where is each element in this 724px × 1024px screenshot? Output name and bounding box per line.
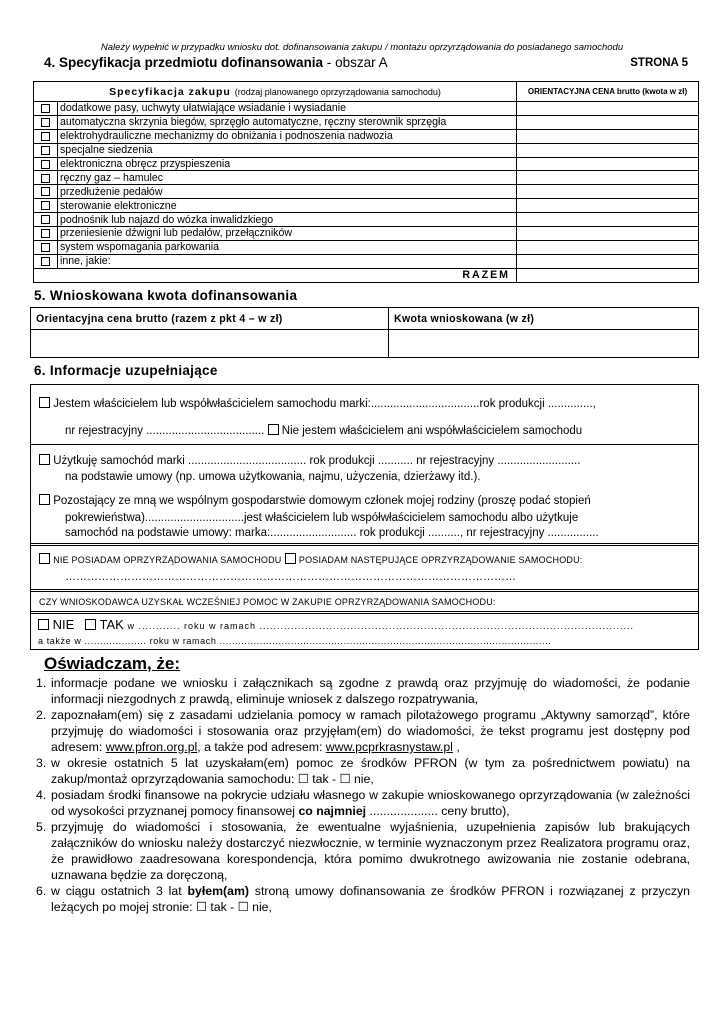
spec-total-field[interactable] bbox=[517, 268, 699, 282]
declaration-number: 6. bbox=[36, 884, 47, 898]
spec-item-checkbox[interactable] bbox=[41, 174, 50, 183]
pcpr-link[interactable]: www.pcprkrasnystaw.pl bbox=[325, 740, 453, 754]
spec-item-checkbox[interactable] bbox=[41, 229, 50, 238]
spec-item-label: elektrohydrauliczne mechanizmy do obniżania i podnoszenia nadwozia bbox=[58, 129, 517, 143]
spec-item-label: specjalne siedzenia bbox=[58, 143, 517, 157]
spec-col1-subtitle: (rodzaj planowanego oprzyrządowania samochodu) bbox=[234, 86, 441, 97]
spec-col2-header: ORIENTACYJNA CENA brutto (kwota w zł) bbox=[517, 82, 699, 102]
spec-item-row bbox=[34, 254, 699, 268]
family-line-3: samochód na podstawie umowy: marka:........................... rok produkcji .........., nr rejestracyjny ................ bbox=[65, 527, 599, 539]
spec-item-price-field[interactable] bbox=[517, 240, 699, 254]
previous-help-no-checkbox[interactable] bbox=[38, 619, 49, 630]
spec-item-label: system wspomagania parkowania bbox=[58, 240, 517, 254]
divider bbox=[31, 589, 698, 592]
spec-item-checkbox[interactable] bbox=[41, 201, 50, 210]
spec-item-row bbox=[34, 115, 699, 129]
declaration-text: przyjmuję do wiadomości i stosowania, że ewentualne wyjaśnienia, uzupełnienia zapisów lub brakujących załączników do wniosku należy dostarczyć niezwłocznie, w terminie wyznaczonym przez Realizatora programu oraz, że prawidłowo zaadresowana korespondencja, która pomimo dwukrotnego awizowania nie zostanie odebrana, uznawana będzie za doręczoną, bbox=[51, 820, 690, 882]
declaration-text: zapoznałam(em) się z zasadami udzielania pomocy w ramach pilotażowego programu „Aktywny samorząd”, które przyjmuję do wiadomości i stosowania oraz przyjęłam(em) do wiadomości, że tekst programu jest dostępny pod adresem: bbox=[51, 708, 690, 754]
user-checkbox[interactable] bbox=[39, 454, 50, 465]
spec-col1-title: Specyfikacja zakupu bbox=[109, 85, 231, 98]
spec-item-cell bbox=[34, 185, 58, 199]
family-line-2: pokrewieństwa)...............................jest właścicielem lub współwłaścicielem samochodu albo użytkuje bbox=[65, 512, 579, 524]
section4-subtitle: - obszar A bbox=[323, 55, 388, 70]
spec-item-cell bbox=[34, 102, 58, 116]
previous-help-no-label: NIE bbox=[52, 617, 75, 632]
declaration-number: 2. bbox=[36, 708, 47, 722]
instruction-note: Należy wypełnić w przypadku wniosku dot. dofinansowania zakupu / montażu oprzyrządowania do posiadanego samochodu bbox=[100, 42, 624, 53]
spec-item-price-field[interactable] bbox=[517, 102, 699, 116]
user-line-2: na podstawie umowy (np. umowa użytkowania, najmu, użyczenia, dzierżawy itd.). bbox=[65, 471, 481, 483]
spec-item-cell bbox=[34, 227, 58, 241]
spec-item-price-field[interactable] bbox=[517, 254, 699, 268]
no-equipment-checkbox[interactable] bbox=[39, 553, 50, 564]
declaration-number: 1. bbox=[36, 676, 47, 690]
spec-item-label: sterowanie elektroniczne bbox=[58, 199, 517, 213]
declaration-text: posiadam środki finansowe na pokrycie udziału własnego w zakupie wnioskowanego oprzyrządowania (w zależności od wysokości przyznanej pomocy finansowej bbox=[51, 788, 690, 818]
spec-item-cell bbox=[34, 129, 58, 143]
divider bbox=[31, 611, 698, 614]
spec-item-price-field[interactable] bbox=[517, 129, 699, 143]
declaration-item-2 bbox=[36, 707, 690, 755]
section5-title: 5. Wnioskowana kwota dofinansowania bbox=[34, 288, 298, 303]
spec-item-row bbox=[34, 157, 699, 171]
has-equipment-checkbox[interactable] bbox=[285, 553, 296, 564]
declaration-text: .................... ceny brutto), bbox=[366, 804, 510, 818]
spec-header-row bbox=[34, 82, 699, 102]
spec-item-cell bbox=[34, 115, 58, 129]
spec-item-price-field[interactable] bbox=[517, 213, 699, 227]
spec-item-cell bbox=[34, 213, 58, 227]
spec-item-row bbox=[34, 102, 699, 116]
spec-item-row bbox=[34, 129, 699, 143]
divider bbox=[31, 543, 698, 546]
spec-item-label: inne, jakie: bbox=[58, 254, 517, 268]
section5-col1-header: Orientacyjna cena brutto (razem z pkt 4 – w zł) bbox=[31, 308, 389, 330]
section4-title-text: 4. Specyfikacja przedmiotu dofinansowania bbox=[44, 55, 324, 70]
spec-item-checkbox[interactable] bbox=[41, 146, 50, 155]
spec-item-checkbox[interactable] bbox=[41, 257, 50, 266]
family-member-checkbox[interactable] bbox=[39, 494, 50, 505]
section5-col2-header: Kwota wnioskowana (w zł) bbox=[389, 308, 699, 330]
declaration-text: , bbox=[452, 740, 460, 754]
section5-value-row bbox=[31, 330, 699, 358]
spec-item-checkbox[interactable] bbox=[41, 132, 50, 141]
spec-item-label: przeniesienie dźwigni lub pedałów, przełączników bbox=[58, 227, 517, 241]
declaration-number: 4. bbox=[36, 788, 47, 802]
declaration-item-1 bbox=[36, 675, 690, 707]
declaration-list bbox=[36, 675, 690, 915]
spec-item-row bbox=[34, 199, 699, 213]
spec-item-label: przedłużenie pedałów bbox=[58, 185, 517, 199]
spec-item-checkbox[interactable] bbox=[41, 187, 50, 196]
spec-item-price-field[interactable] bbox=[517, 115, 699, 129]
page-label: STRONA 5 bbox=[630, 57, 688, 69]
declaration-bold: co najmniej bbox=[298, 804, 367, 818]
declaration-number: 3. bbox=[36, 756, 47, 770]
spec-item-price-field[interactable] bbox=[517, 157, 699, 171]
section6-box bbox=[30, 384, 699, 650]
orientacyjna-cena-field[interactable] bbox=[31, 330, 389, 358]
spec-item-checkbox[interactable] bbox=[41, 243, 50, 252]
declaration-text: w okresie ostatnich 5 lat uzyskałam(em) pomoc ze środków PFRON (w tym za pośrednictwem powiatu) na zakup/montaż oprzyrządowania samochodu: ☐ tak - ☐ nie, bbox=[51, 756, 690, 786]
previous-help-question: CZY WNIOSKODAWCA UZYSKAŁ WCZEŚNIEJ POMOC W ZAKUPIE OPRZYRZĄDOWANIA SAMOCHODU: bbox=[39, 597, 496, 607]
spec-item-cell bbox=[34, 240, 58, 254]
declaration-number: 5. bbox=[36, 820, 47, 834]
spec-item-label: podnośnik lub najazd do wózka inwalidzkiego bbox=[58, 213, 517, 227]
spec-total-row bbox=[34, 268, 699, 282]
has-equipment-label: POSIADAM NASTĘPUJĄCE OPRZYRZĄDOWANIE SAMOCHODU: bbox=[298, 555, 583, 565]
declaration-item-5 bbox=[36, 819, 690, 883]
spec-item-price-field[interactable] bbox=[517, 143, 699, 157]
declaration-item-4 bbox=[36, 787, 690, 819]
spec-item-checkbox[interactable] bbox=[41, 215, 50, 224]
spec-item-row bbox=[34, 227, 699, 241]
declaration-text: stroną umowy dofinansowania ze środków PFRON i rozwiązanej z przyczyn leżących po mojej stronie: ☐ tak - ☐ nie, bbox=[51, 884, 690, 914]
spec-item-checkbox[interactable] bbox=[41, 104, 50, 113]
section5-header-row bbox=[31, 308, 699, 330]
spec-item-label: automatyczna skrzynia biegów, sprzęgło automatyczne, ręczny sterownik sprzęgła bbox=[58, 115, 517, 129]
spec-item-cell bbox=[34, 199, 58, 213]
specification-table bbox=[33, 81, 699, 283]
no-equipment-label: NIE POSIADAM OPRZYRZĄDOWANIA SAMOCHODU bbox=[53, 555, 282, 565]
section5-table bbox=[30, 307, 699, 358]
spec-item-label: ręczny gaz – hamulec bbox=[58, 171, 517, 185]
declaration-text: , a także pod adresem: bbox=[197, 740, 323, 754]
spec-total-label: RAZEM bbox=[34, 268, 517, 282]
spec-item-cell bbox=[34, 143, 58, 157]
previous-help-yes-label: TAK bbox=[99, 617, 124, 632]
section6-title: 6. Informacje uzupełniające bbox=[34, 363, 218, 378]
declaration-text: informacje podane we wniosku i załącznikach są zgodne z prawdą oraz przyjmuję do wiadomości, że podanie informacji niezgodnych z prawdą, eliminuje wniosek z dalszego rozpatrywania, bbox=[51, 676, 690, 706]
declaration-item-6 bbox=[36, 883, 690, 915]
spec-item-row bbox=[34, 143, 699, 157]
pfron-link[interactable]: www.pfron.org.pl bbox=[105, 740, 198, 754]
spec-item-row bbox=[34, 185, 699, 199]
owner-line-1: Jestem właścicielem lub współwłaścicielem samochodu marki:..................................rok produkcji .............., bbox=[53, 398, 596, 410]
declaration-item-3 bbox=[36, 755, 690, 787]
spec-item-price-field[interactable] bbox=[517, 199, 699, 213]
spec-item-label: dodatkowe pasy, uchwyty ułatwiające wsiadanie i wysiadanie bbox=[58, 102, 517, 116]
spec-item-row bbox=[34, 240, 699, 254]
owner-reg-number: nr rejestracyjny ..................................... bbox=[65, 425, 265, 437]
owner-checkbox[interactable] bbox=[39, 397, 50, 408]
declaration-bold: byłem(am) bbox=[187, 884, 249, 898]
declaration-text: w ciągu ostatnich 3 lat bbox=[51, 884, 182, 898]
spec-item-price-field[interactable] bbox=[517, 171, 699, 185]
user-line-1: Użytkuję samochód marki ..................................... rok produkcji ........... nr rejestracyjny .......................... bbox=[53, 455, 581, 467]
spec-item-cell bbox=[34, 157, 58, 171]
spec-item-label: elektroniczna obręcz przyspieszenia bbox=[58, 157, 517, 171]
spec-item-checkbox[interactable] bbox=[41, 118, 50, 127]
spec-col1-header bbox=[34, 82, 517, 102]
equipment-dotted-line: …………………………………………………………………………………………………………… bbox=[65, 571, 516, 583]
family-line-1: Pozostający ze mną we wspólnym gospodarstwie domowym członek mojej rodziny (proszę podać stopień bbox=[53, 495, 591, 507]
spec-item-price-field[interactable] bbox=[517, 185, 699, 199]
previous-help-year-line: w ............ roku w ramach ........................................................................................................... bbox=[127, 621, 635, 631]
spec-item-cell bbox=[34, 254, 58, 268]
not-owner-checkbox[interactable] bbox=[268, 424, 279, 435]
kwota-wnioskowana-field[interactable] bbox=[389, 330, 699, 358]
spec-item-price-field[interactable] bbox=[517, 227, 699, 241]
spec-item-row bbox=[34, 171, 699, 185]
previous-help-also-line: a także w .................... roku w ramach ........................................................................................................... bbox=[38, 636, 552, 646]
oswiadczam-title: Oświadczam, że: bbox=[44, 654, 181, 673]
spec-item-checkbox[interactable] bbox=[41, 160, 50, 169]
section4-title bbox=[44, 55, 388, 70]
spec-item-row bbox=[34, 213, 699, 227]
divider bbox=[31, 444, 698, 445]
spec-item-cell bbox=[34, 171, 58, 185]
not-owner-label: Nie jestem właścicielem ani współwłaścicielem samochodu bbox=[281, 425, 583, 437]
previous-help-yes-checkbox[interactable] bbox=[85, 619, 96, 630]
